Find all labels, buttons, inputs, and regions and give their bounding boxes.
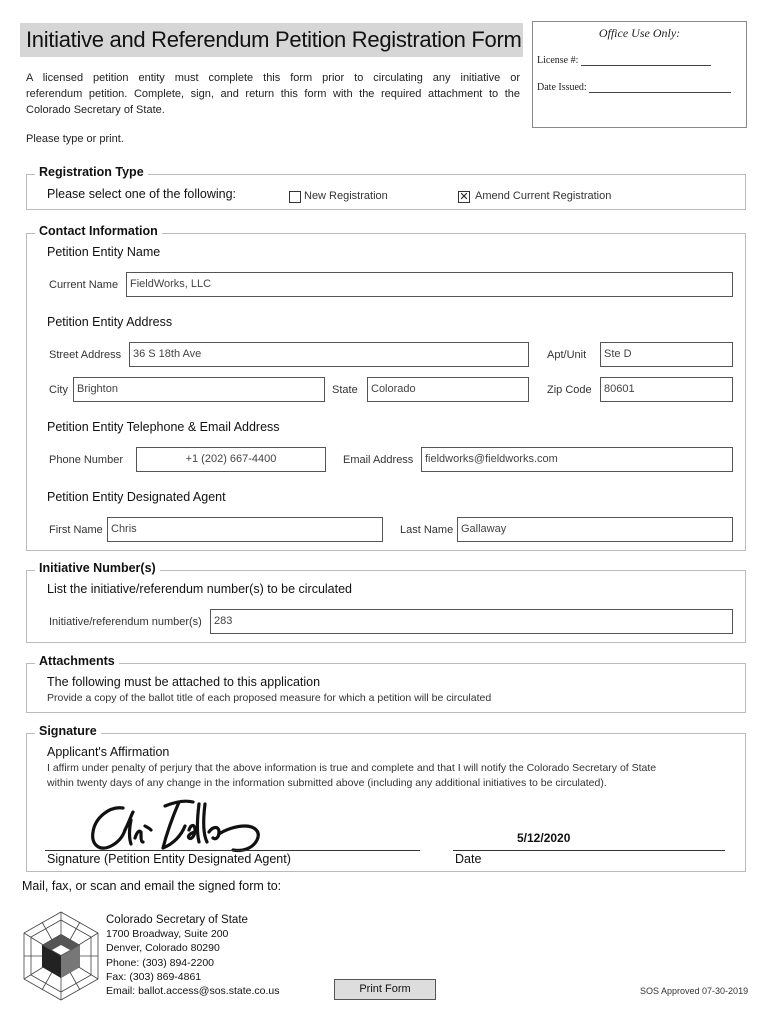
intro-line: referendum petition. Complete, sign, and return this form with the required attachment to the <box>26 88 520 100</box>
office-use-box <box>532 21 747 128</box>
print-form-button[interactable]: Print Form <box>334 979 436 1000</box>
address-fax: Fax: (303) 869-4861 <box>106 970 202 983</box>
email-address-label: Email Address <box>343 454 414 466</box>
apt-unit-label: Apt/Unit <box>547 349 587 361</box>
designated-agent-heading: Petition Entity Designated Agent <box>47 490 226 504</box>
colorado-seal-logo <box>22 910 100 1002</box>
address-phone: Phone: (303) 894-2200 <box>106 956 214 969</box>
new-registration-checkbox[interactable] <box>289 191 301 203</box>
city-label: City <box>49 384 68 396</box>
phone-number-input[interactable]: +1 (202) 667-4400 <box>136 447 326 472</box>
street-address-label: Street Address <box>49 349 122 361</box>
last-name-label: Last Name <box>400 524 454 536</box>
please-type: Please type or print. <box>26 133 124 145</box>
state-label: State <box>332 384 358 396</box>
attachments-heading: The following must be attached to this application <box>47 675 321 689</box>
attachments-legend: Attachments <box>35 654 119 668</box>
date-label: Date <box>455 852 482 866</box>
state-input[interactable]: Colorado <box>367 377 529 402</box>
license-label: License #: <box>537 55 579 66</box>
amend-registration-label: Amend Current Registration <box>475 190 612 202</box>
intro-line: A licensed petition entity must complete this form prior to circulating any initiative or <box>26 72 520 84</box>
registration-legend: Registration Type <box>35 165 148 179</box>
approval-note: SOS Approved 07-30-2019 <box>640 986 749 996</box>
affirmation-heading: Applicant's Affirmation <box>47 745 170 759</box>
email-address-input[interactable]: fieldworks@fieldworks.com <box>421 447 733 472</box>
initiative-number-label: Initiative/referendum number(s) <box>49 616 202 628</box>
zip-code-input[interactable]: 80601 <box>600 377 733 402</box>
current-name-label: Current Name <box>49 279 119 291</box>
intro-text <box>26 70 520 118</box>
date-issued-label: Date Issued: <box>537 82 587 93</box>
office-use-title: Office Use Only: <box>598 26 681 40</box>
first-name-input[interactable]: Chris <box>107 517 383 542</box>
phone-number-label: Phone Number <box>49 454 123 466</box>
address-email: Email: ballot.access@sos.state.co.us <box>106 985 280 998</box>
address-line: 1700 Broadway, Suite 200 <box>106 928 229 941</box>
entity-name-heading: Petition Entity Name <box>47 245 161 259</box>
contact-legend: Contact Information <box>35 224 162 238</box>
date-line <box>453 850 725 851</box>
amend-registration-checkbox[interactable]: ✕ <box>459 191 469 203</box>
signature-line <box>45 850 420 851</box>
address-org: Colorado Secretary of State <box>106 914 248 926</box>
registration-section <box>26 165 746 210</box>
contact-section <box>26 224 746 551</box>
initiative-heading: List the initiative/referendum number(s) to be circulated <box>47 582 353 596</box>
affirmation-line: I affirm under penalty of perjury that the above information is true and complete and that I will notify the Colorado Secretary of State <box>47 762 657 774</box>
entity-address-heading: Petition Entity Address <box>47 315 173 329</box>
handwritten-signature <box>85 796 275 858</box>
phone-email-heading: Petition Entity Telephone & Email Address <box>47 420 280 434</box>
page-title: Initiative and Referendum Petition Registration Form <box>26 27 522 52</box>
initiative-legend: Initiative Number(s) <box>35 561 160 575</box>
signature-section <box>26 724 746 872</box>
initiative-number-input[interactable]: 283 <box>210 609 733 634</box>
first-name-label: First Name <box>49 524 103 536</box>
date-issued-line <box>537 82 731 93</box>
apt-unit-input[interactable]: Ste D <box>600 342 733 367</box>
affirmation-line: within twenty days of any change in the information submitted above (including any additional initiatives to be circulated). <box>47 777 607 789</box>
attachments-section <box>26 654 746 713</box>
license-underline <box>581 56 711 66</box>
zip-code-label: Zip Code <box>547 384 592 396</box>
address-line: Denver, Colorado 80290 <box>106 942 220 955</box>
mail-heading: Mail, fax, or scan and email the signed form to: <box>22 879 282 893</box>
license-line <box>537 55 711 66</box>
date-issued-underline <box>589 83 731 93</box>
current-name-input[interactable]: FieldWorks, LLC <box>126 272 733 297</box>
city-input[interactable]: Brighton <box>73 377 325 402</box>
last-name-input[interactable]: Gallaway <box>457 517 733 542</box>
signature-date-value: 5/12/2020 <box>517 831 571 845</box>
attachments-text: Provide a copy of the ballot title of each proposed measure for which a petition will be circulated <box>47 692 492 704</box>
mailing-address <box>106 913 279 998</box>
registration-prompt: Please select one of the following: <box>47 187 237 201</box>
signature-legend: Signature <box>35 724 101 738</box>
signature-label: Signature (Petition Entity Designated Agent) <box>47 852 291 866</box>
initiative-section <box>26 561 746 643</box>
intro-line: Colorado Secretary of State. <box>26 104 165 116</box>
street-address-input[interactable]: 36 S 18th Ave <box>129 342 529 367</box>
new-registration-label: New Registration <box>304 190 388 202</box>
